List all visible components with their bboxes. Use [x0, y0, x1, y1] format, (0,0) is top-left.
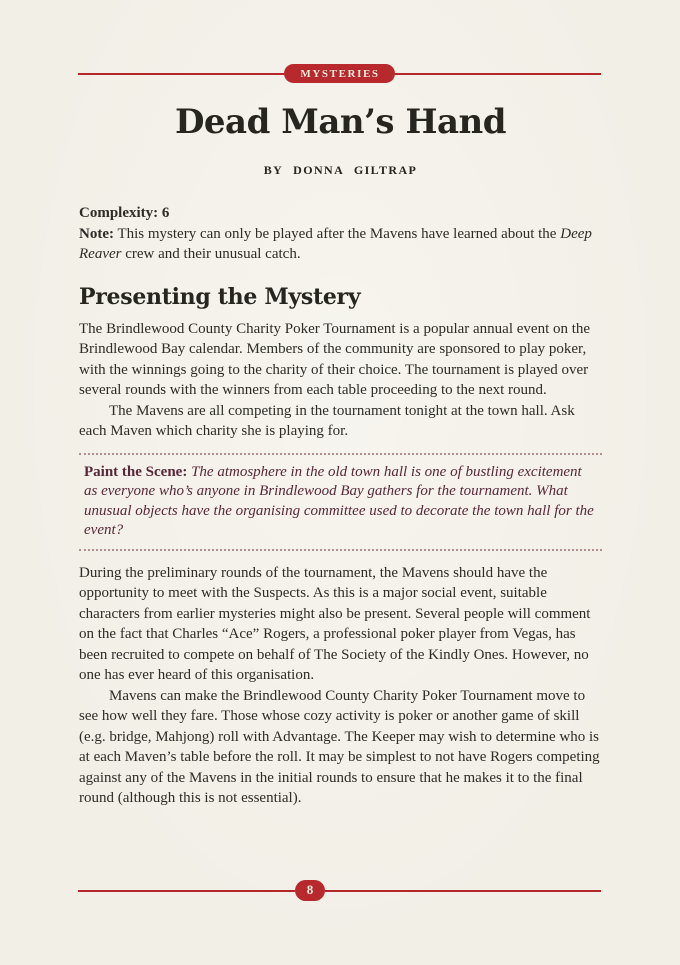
body-paragraph-1: The Brindlewood County Charity Poker Tournament is a popular annual event on the Brindlewood Bay calendar. Members of the community are sponsored to play poker, with the winnings going to the charity of their choice. The tournament is played over several rounds with the winners from each table proceeding to the next round.: [79, 320, 591, 399]
mysteries-banner: MYSTERIES: [284, 64, 394, 83]
section-heading-presenting-the-mystery: Presenting the Mystery: [79, 283, 361, 310]
complexity-line: Complexity: 6: [79, 205, 170, 222]
page-title: Dead Man’s Hand: [174, 102, 507, 142]
byline: BY DONNA GILTRAP: [263, 163, 418, 178]
body-paragraph-3: During the preliminary rounds of the tournament, the Mavens should have the opportunity to meet with the Suspects. As this is a major social event, suitable characters from earlier mysteries might also be present. Several people will comment on the fact that Charles “Ace” Rogers, a professional poker player from Vegas, has been recruited to compete on behalf of The Society of the Kindly Ones. However, no one has ever heard of this organisation.: [79, 564, 591, 684]
footer-rule-right: [325, 890, 601, 892]
header-rule-left: [78, 73, 284, 75]
page-number-badge: [295, 880, 326, 901]
header-banner-row: [78, 64, 601, 83]
body-paragraph-2: The Mavens are all competing in the tournament tonight at the town hall. Ask each Maven which charity she is playing for.: [79, 402, 575, 440]
footer-rule-left: [78, 890, 295, 892]
page-number: 8: [306, 882, 314, 897]
paint-the-scene-callout: [79, 453, 602, 551]
note-ship-name: Deep Reaver: [79, 225, 592, 263]
note-text-pre: This mystery can only be played after the Mavens have learned about the: [113, 225, 561, 242]
paint-the-scene-label: Paint the Scene:: [84, 463, 188, 480]
note-label: Note:: [79, 225, 114, 242]
meta-block: [79, 203, 602, 265]
article: [79, 97, 602, 809]
note-text-post: crew and their unusual catch.: [121, 246, 301, 263]
footer-row: [78, 880, 601, 901]
note-line: [79, 224, 602, 265]
paint-the-scene-text: The atmosphere in the old town hall is one of bustling excitement as everyone who’s anyone in Brindlewood Bay gathers for the tournament. What unusual objects have the organising committee used to decorate the town hall for the event?: [84, 463, 594, 539]
body-paragraph-4: Mavens can make the Brindlewood County Charity Poker Tournament move to see how well they fare. Those whose cozy activity is poker or another game of skill (e.g. bridge, Mahjong) roll with Advantage. The Keeper may wish to determine who is at each Maven’s table before the roll. It may be simplest to not have Rogers competing against any of the Mavens in the initial rounds to ensure that he makes it to the final round (although this is not essential).: [79, 687, 600, 807]
header-rule-right: [395, 73, 601, 75]
